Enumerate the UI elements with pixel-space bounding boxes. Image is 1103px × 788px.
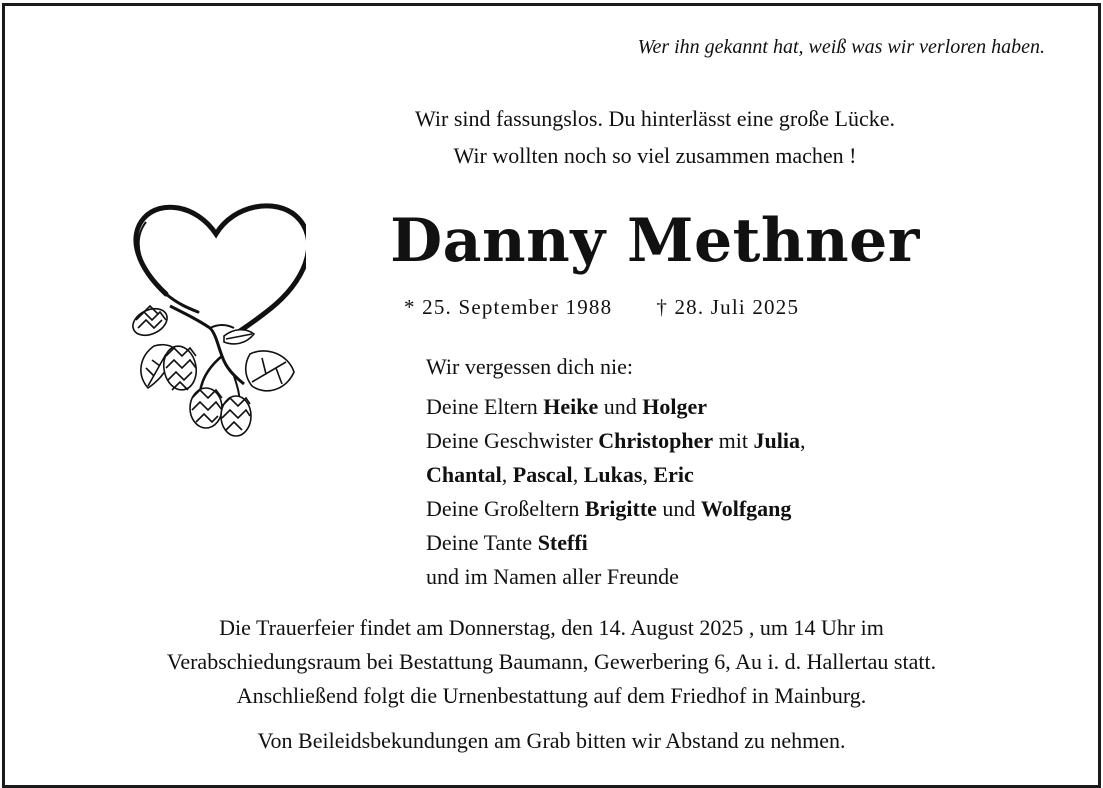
parent-name-2: Holger [642,394,708,419]
mourners-lead: Wir vergessen dich nie: [426,354,634,379]
mourners-block [426,350,805,594]
parent-name-1: Heike [543,394,599,419]
siblings-prefix: Deine Geschwister [426,428,593,453]
intro-line-2: Wir wollten noch so viel zusammen machen ! [453,143,857,168]
mourners-parents [426,390,805,424]
intro-text [300,100,1010,174]
death-date: † 28. Juli 2025 [656,295,800,319]
deceased-name: Danny Methner [390,206,920,276]
sibling-name-1: Christopher [598,428,714,453]
birth-date: * 25. September 1988 [404,295,613,319]
mourners-aunt [426,526,805,560]
grandparent-name-2: Wolfgang [700,496,792,521]
aunt-prefix: Deine Tante [426,530,533,555]
grandparents-joiner: und [662,496,696,521]
intro-line-1: Wir sind fassungslos. Du hinterlässt eine große Lücke. [415,106,895,131]
grandparents-prefix: Deine Großeltern [426,496,580,521]
service-line-3: Anschließend folgt die Urnenbestattung auf dem Friedhof in Mainburg. [236,683,867,708]
heart-with-hops-icon [126,196,306,446]
sibling-name: Eric [653,462,694,487]
closing-note: Von Beileidsbekundungen am Grab bitten wir Abstand zu nehmen. [257,728,846,753]
life-dates [404,295,799,320]
mourners-grandparents [426,492,805,526]
sibling-name: Lukas [583,462,643,487]
service-line-2: Verabschiedungsraum bei Bestattung Baumann, Gewerbering 6, Au i. d. Hallertau statt. [166,649,937,674]
siblings-joiner: mit [718,428,749,453]
sibling-name-2: Julia [753,428,800,453]
mourners-siblings-more: Chantal, Pascal, Lukas, Eric [426,462,694,487]
aunt-name: Steffi [537,530,588,555]
motto: Wer ihn gekannt hat, weiß was wir verloren haben. [637,36,1045,58]
parents-prefix: Deine Eltern [426,394,538,419]
service-line-1: Die Trauerfeier findet am Donnerstag, den 14. August 2025 , um 14 Uhr im [219,615,884,640]
mourners-friends: und im Namen aller Freunde [426,564,679,589]
sibling-name: Pascal [512,462,573,487]
mourners-siblings: Deine Geschwister Christopher mit Julia, [426,428,806,453]
parents-joiner: und [603,394,637,419]
sibling-name: Chantal [426,462,502,487]
grandparent-name-1: Brigitte [584,496,657,521]
service-info [0,611,1103,713]
